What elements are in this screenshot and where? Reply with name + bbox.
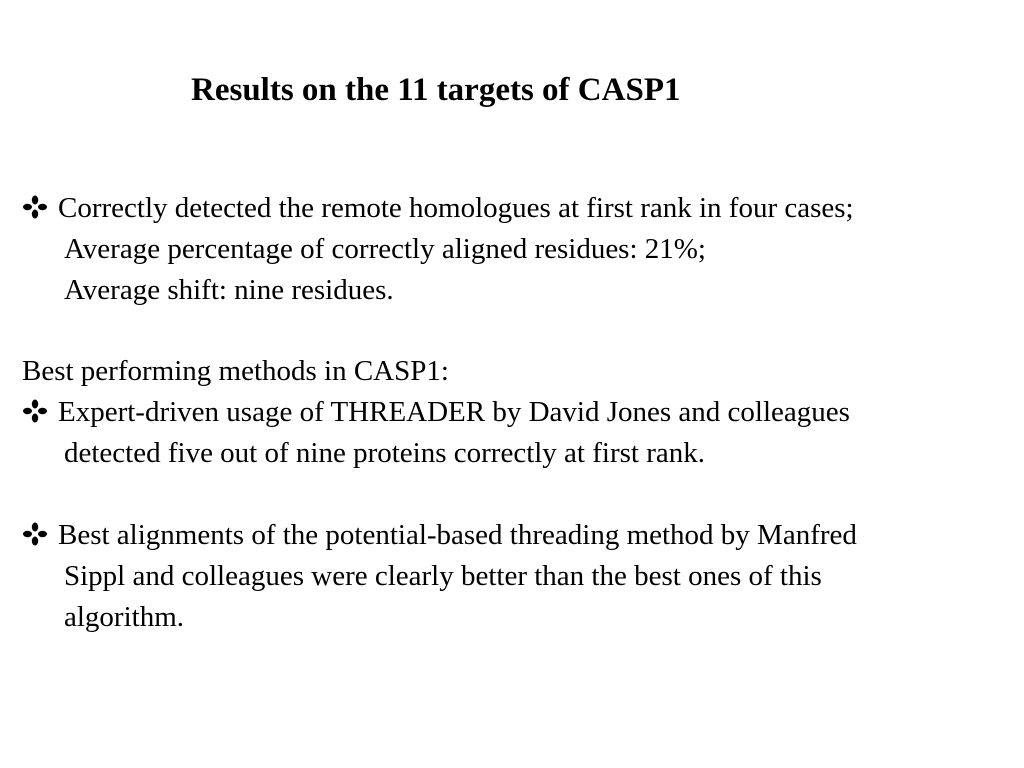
slide-title: Results on the 11 targets of CASP1 [191,72,681,108]
bullet-text-sippl: Best alignments of the potential-based threading method by Manfred [58,519,857,551]
bullet-text-threader: Expert-driven usage of THREADER by David Jones and colleagues [58,396,850,428]
text-line-shift: Average shift: nine residues. [64,274,394,306]
section-heading: Best performing methods in CASP1: [22,355,449,387]
bullet-diamond-icon [22,195,58,219]
bullet-diamond-icon [22,522,58,546]
text-line-alignment: Average percentage of correctly aligned residues: 21%; [64,233,706,265]
bullet-text-detection: Correctly detected the remote homologues at first rank in four cases; [58,192,854,224]
bullet-item-threader [22,394,850,430]
text-line-sippl-end: algorithm. [64,601,185,633]
bullet-diamond-icon [22,399,58,423]
bullet-item-detection [22,190,854,226]
text-line-threader-cont: detected five out of nine proteins correctly at first rank. [64,437,705,469]
bullet-item-sippl [22,517,857,553]
text-line-sippl-cont: Sippl and colleagues were clearly better than the best ones of this [64,560,822,592]
